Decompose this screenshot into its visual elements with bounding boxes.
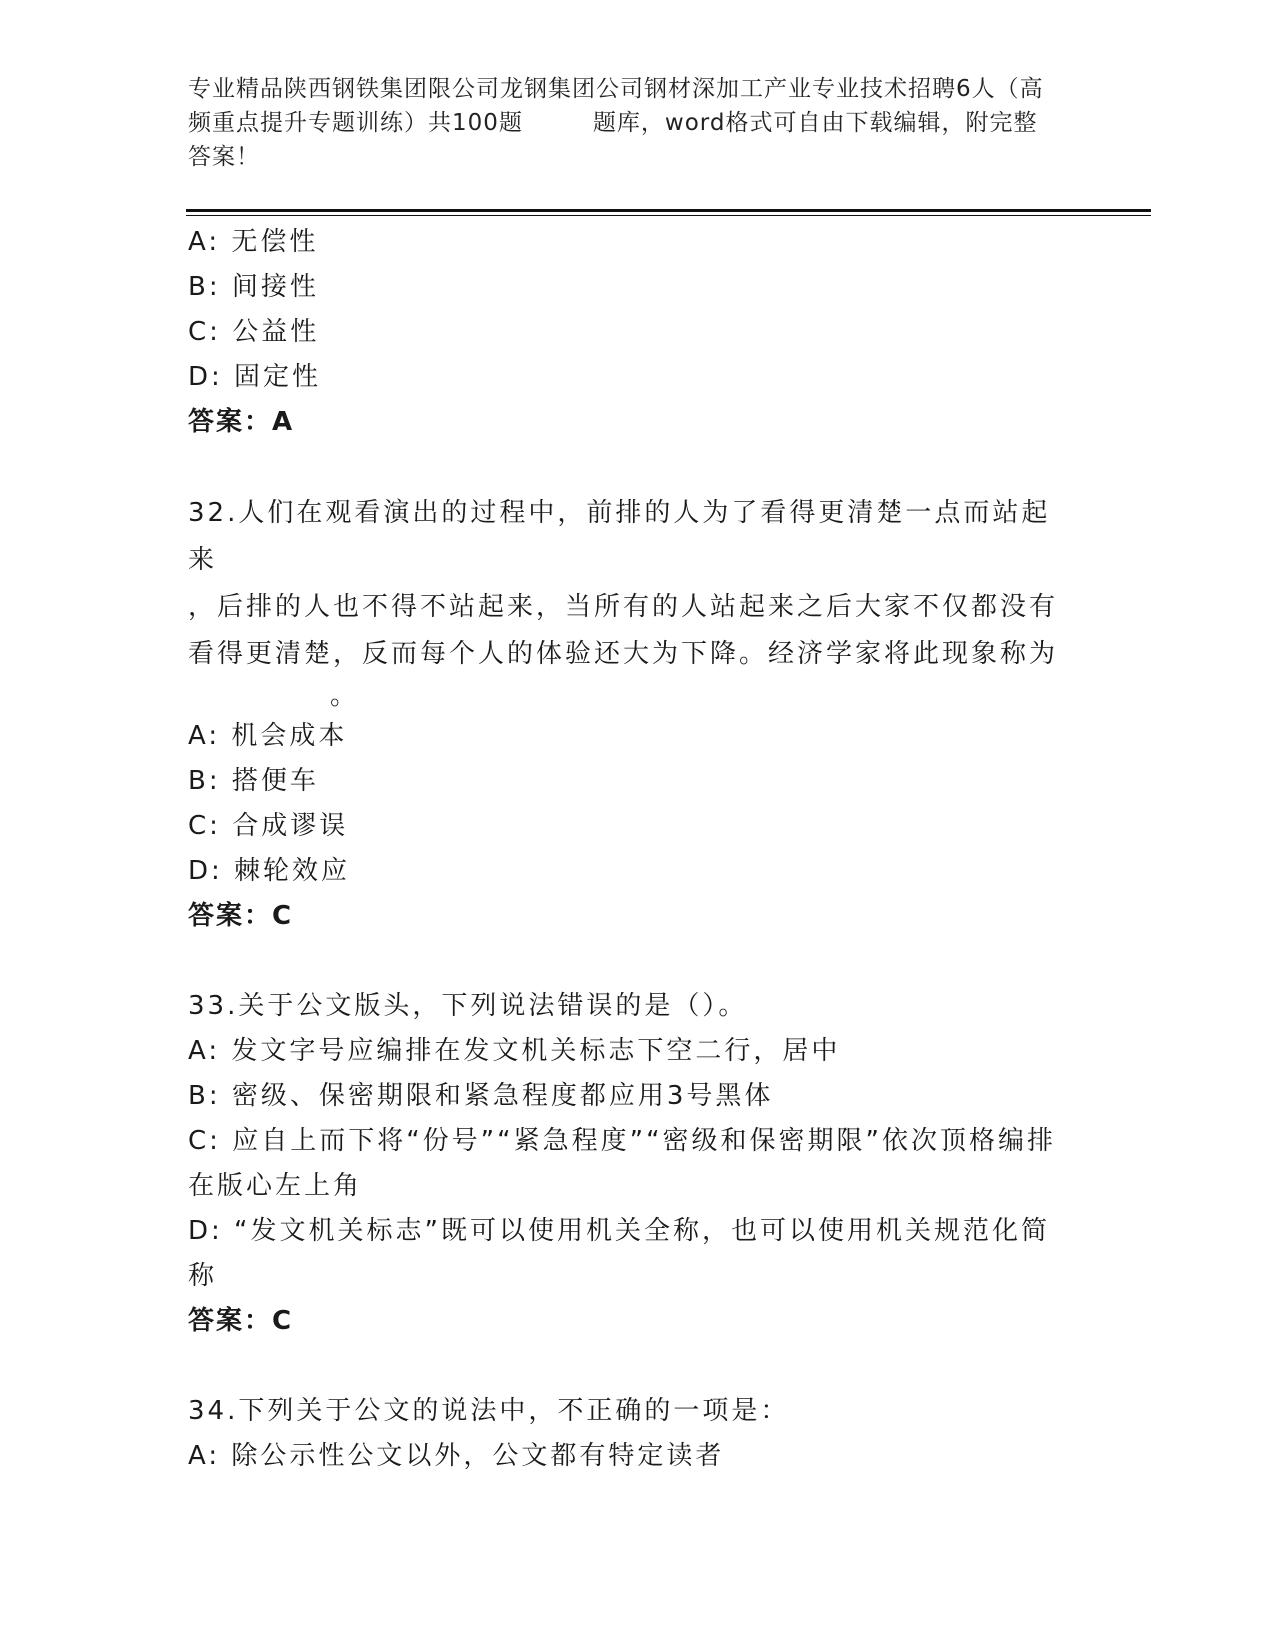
question-stem: 34.下列关于公文的说法中，不正确的一项是： <box>188 1396 790 1426</box>
question-list <box>188 220 1068 1479</box>
question-stem-end: 。 <box>330 681 360 711</box>
question-34 <box>188 1389 1068 1479</box>
header-line-2-part-1: 频重点提升专题训练）共100题 <box>188 110 523 136</box>
answer: 答案：C <box>188 1306 294 1336</box>
option-a: A: 无偿性 <box>188 227 319 257</box>
option-b: B: 密级、保密期限和紧急程度都应用3号黑体 <box>188 1081 774 1111</box>
option-b: B: 搭便车 <box>188 766 319 796</box>
option-d: D: 固定性 <box>188 362 322 392</box>
header-line-3: 答案！ <box>188 144 260 170</box>
option-a: A: 机会成本 <box>188 721 348 751</box>
header-rule-thick <box>186 209 1151 212</box>
answer: 答案：A <box>188 407 295 437</box>
option-c: C: 合成谬误 <box>188 811 349 841</box>
header-rule-thin <box>186 215 1151 216</box>
option-b: B: 间接性 <box>188 272 319 302</box>
question-31 <box>188 220 1068 445</box>
option-c: C: 公益性 <box>188 317 320 347</box>
option-d: D: 棘轮效应 <box>188 856 351 886</box>
document-header <box>188 72 1088 174</box>
option-a: A: 发文字号应编排在发文机关标志下空二行，居中 <box>188 1036 841 1066</box>
question-stem-line: 看得更清楚，反而每个人的体验还大为下降。经济学家将此现象称为 <box>188 639 1059 669</box>
question-stem-line: 32.人们在观看演出的过程中，前排的人为了看得更清楚一点而站起来 <box>188 498 1051 575</box>
header-line-1: 专业精品陕西钢铁集团限公司龙钢集团公司钢材深加工产业专业技术招聘6人（高 <box>188 76 1044 102</box>
answer: 答案：C <box>188 901 294 931</box>
option-c: C: 应自上而下将“份号”“紧急程度”“密级和保密期限”依次顶格编排在版心左上角 <box>188 1126 1057 1201</box>
option-d: D: “发文机关标志”既可以使用机关全称，也可以使用机关规范化简称 <box>188 1216 1050 1291</box>
header-line-2 <box>188 106 1088 140</box>
header-line-2-part-2: 题库，word格式可自由下载编辑，附完整 <box>592 110 1038 136</box>
question-33 <box>188 984 1068 1344</box>
question-stem: 33.关于公文版头，下列说法错误的是（）。 <box>188 991 748 1021</box>
question-32 <box>188 490 1068 939</box>
option-a: A: 除公示性公文以外，公文都有特定读者 <box>188 1441 725 1471</box>
question-stem-line: ，后排的人也不得不站起来，当所有的人站起来之后大家不仅都没有 <box>188 592 1059 622</box>
